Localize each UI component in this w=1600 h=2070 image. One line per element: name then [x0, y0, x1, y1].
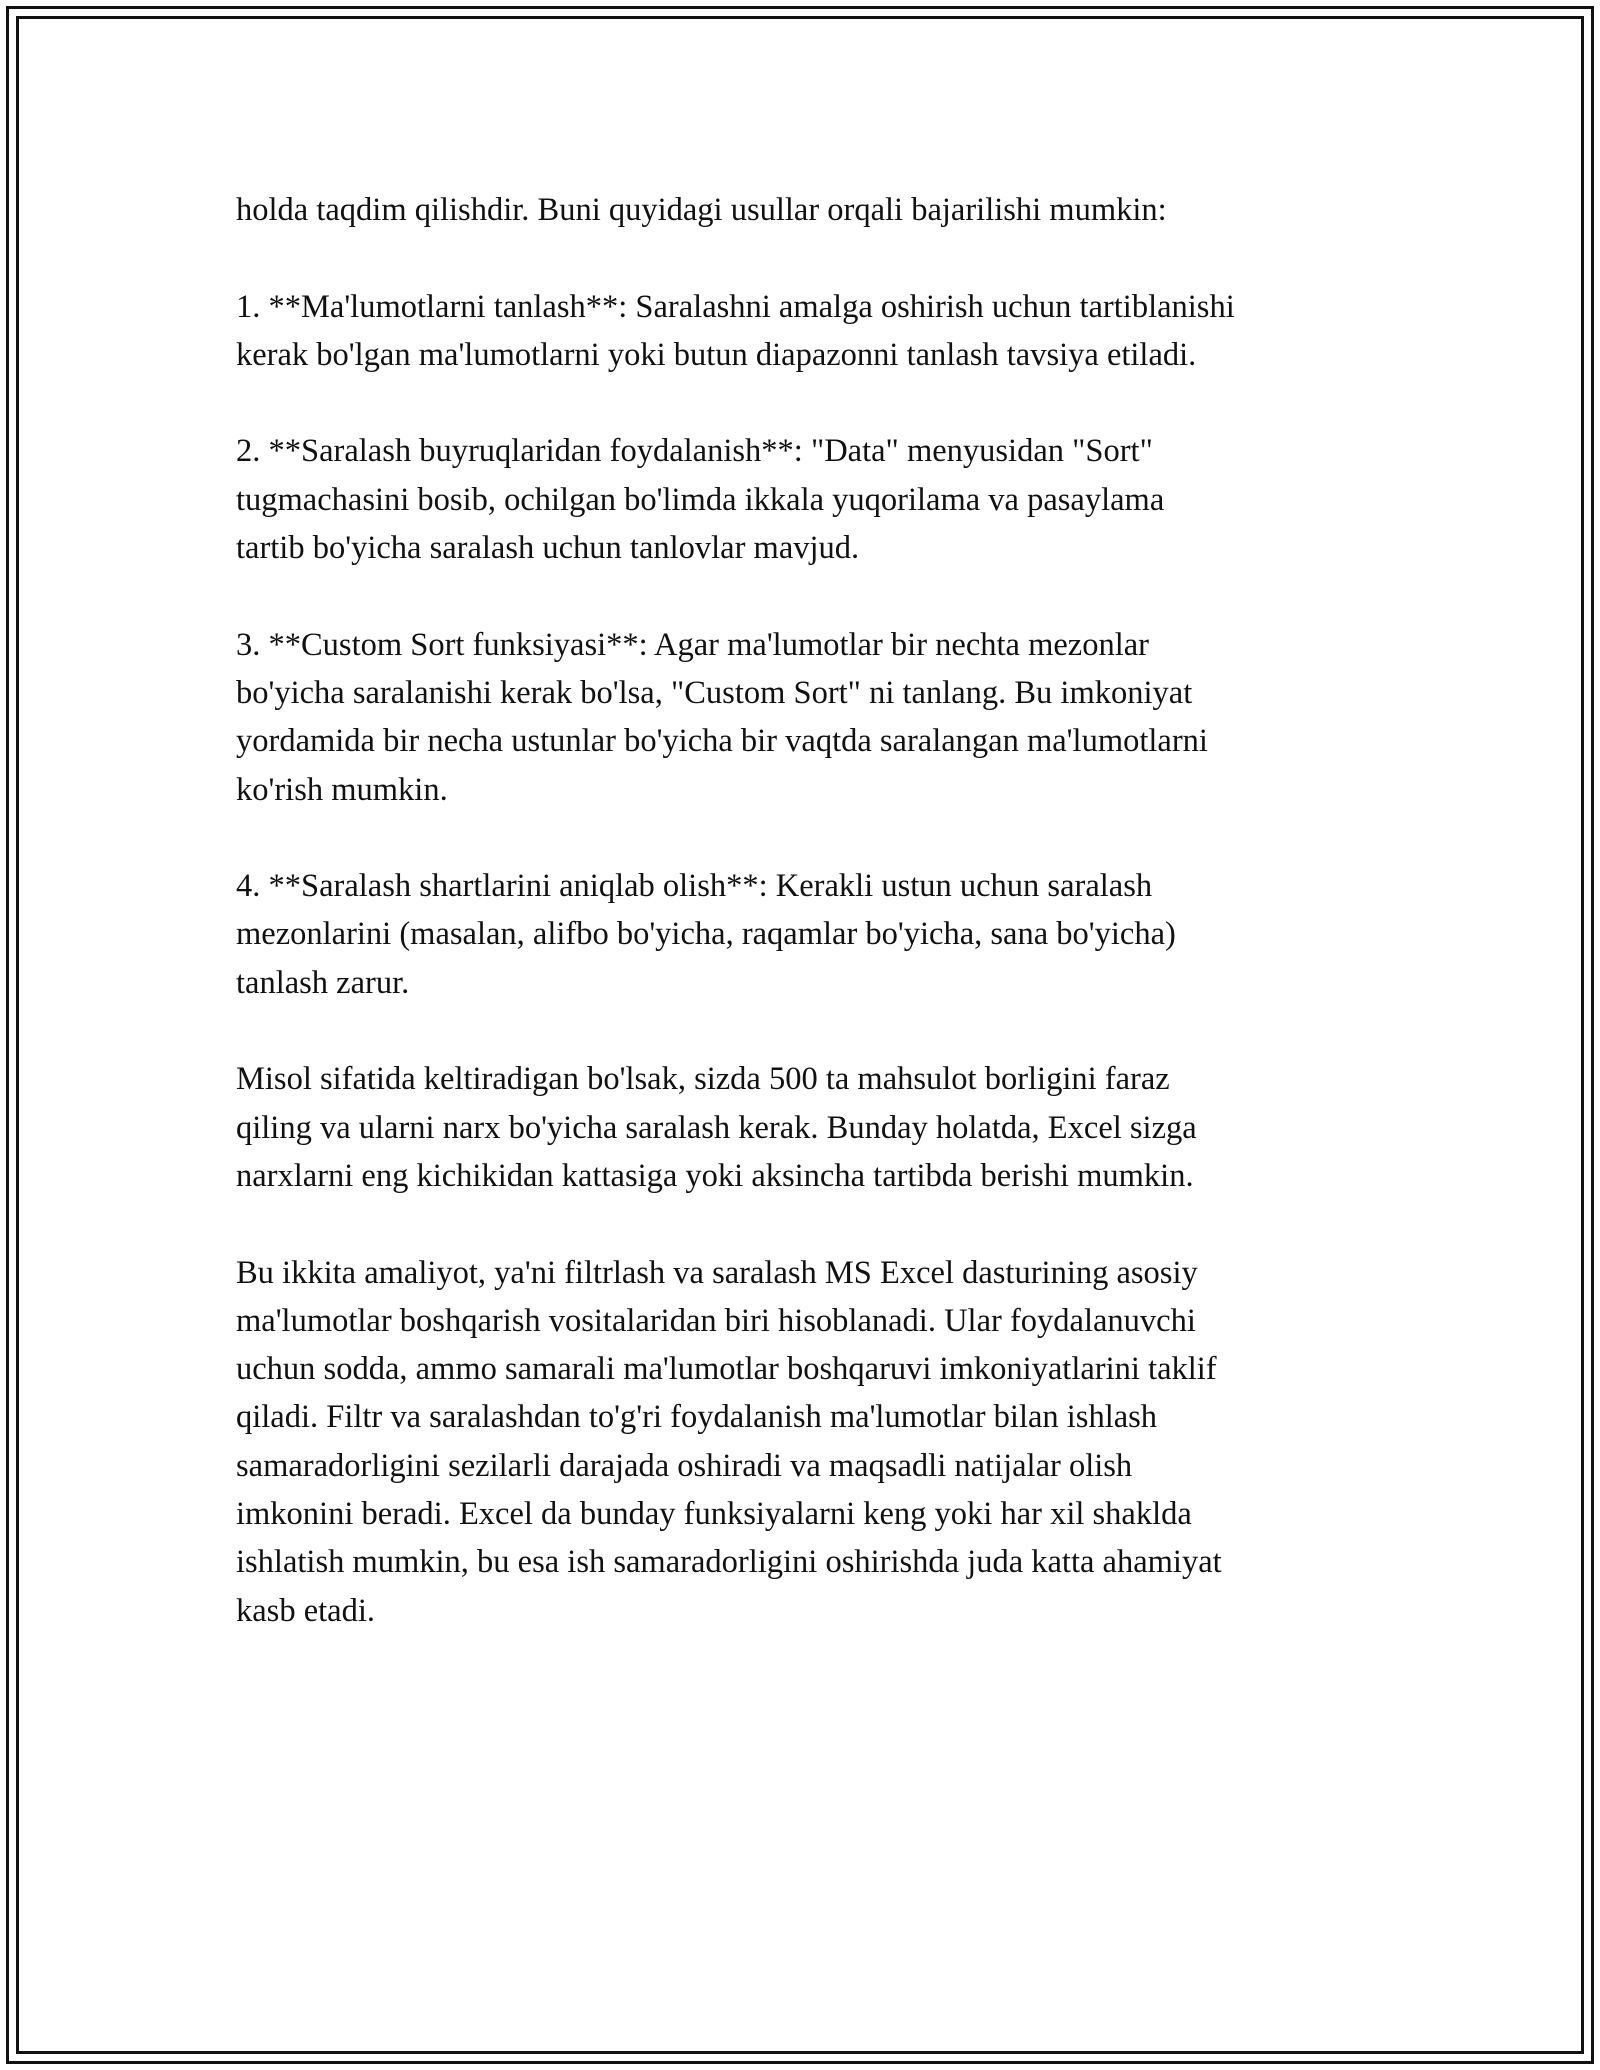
paragraph-item-3: 3. **Custom Sort funksiyasi**: Agar ma'lumotlar bir nechta mezonlar bo'yicha saralanishi kerak bo'lsa, "Custom Sort" ni tanlang. Bu imkoniyat yordamida bir necha ustunlar bo'yicha bir vaqtda saralangan ma'lumotlarni ko'rish mumkin. [236, 626, 1208, 808]
paragraph-example: Misol sifatida keltiradigan bo'lsak, sizda 500 ta mahsulot borligini faraz qiling va ularni narx bo'yicha saralash kerak. Bunday holatda, Excel sizga narxlarni eng kichikidan kattasiga yoki aksincha tartibda berishi mumkin. [236, 1061, 1197, 1194]
paragraph-item-4: 4. **Saralash shartlarini aniqlab olish**: Kerakli ustun uchun saralash mezonlarini (masalan, alifbo bo'yicha, raqamlar bo'yicha, sana bo'yicha) tanlash zarur. [236, 868, 1176, 1001]
paragraph-item-2: 2. **Saralash buyruqlaridan foydalanish**: "Data" menyusidan "Sort" tugmachasini bosib, ochilgan bo'limda ikkala yuqorilama va pasaylama tartib bo'yicha saralash uchun tanlovlar mavjud. [236, 433, 1165, 567]
paragraph-intro: holda taqdim qilishdir. Buni quyidagi usullar orqali bajarilishi mumkin: [236, 192, 1167, 228]
paragraph-item-1: 1. **Ma'lumotlarni tanlash**: Saralashni amalga oshirish uchun tartiblanishi kerak bo'lgan ma'lumotlarni yoki butun diapazonni tanlash tavsiya etiladi. [236, 288, 1235, 373]
document-body [236, 186, 1386, 1683]
paragraph-conclusion: Bu ikkita amaliyot, ya'ni filtrlash va saralash MS Excel dasturining asosiy ma'lumotlar boshqarish vositalaridan biri hisoblanadi. Ular foydalanuvchi uchun sodda, ammo samarali ma'lumotlar boshqaruvi imkoniyatlarini taklif qiladi. Filtr va saralashdan to'g'ri foydalanish ma'lumotlar bilan ishlash samaradorligini sezilarli darajada oshiradi va maqsadli natijalar olish imkonini beradi. Excel da bunday funksiyalarni keng yoki har xil shaklda ishlatish mumkin, bu esa ish samaradorligini oshirishda juda katta ahamiyat kasb etadi. [236, 1254, 1222, 1629]
